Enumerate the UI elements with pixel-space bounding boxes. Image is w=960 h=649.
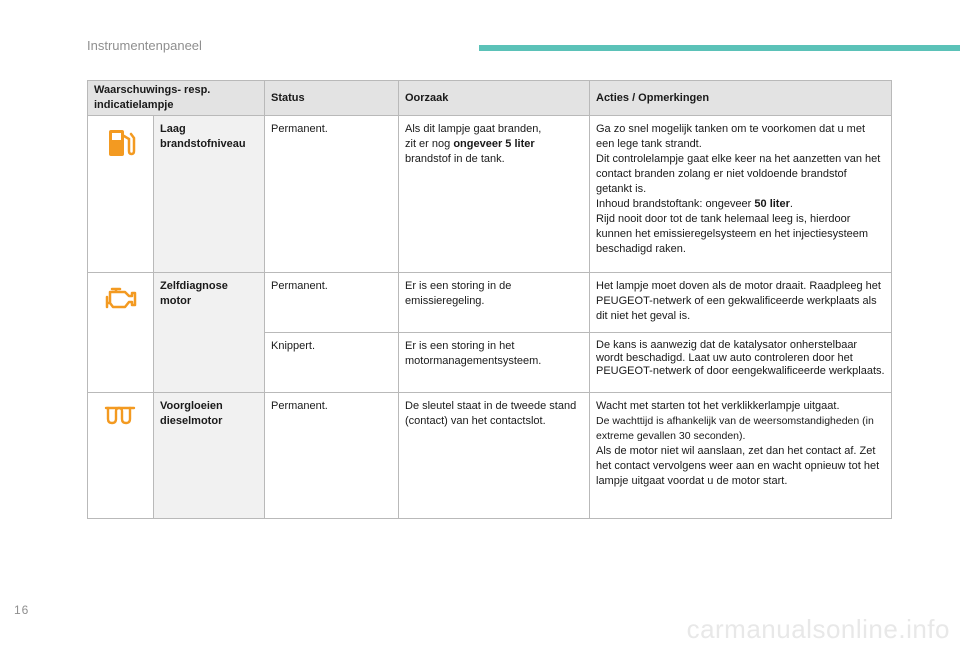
action-line: Wacht met starten tot het verklikkerlampje uitgaat. (596, 400, 840, 412)
status-cell: Permanent. (265, 393, 399, 519)
action-line: Rijd nooit door tot de tank helemaal leeg is, hierdoor kunnen het emissieregelsysteem en het injectiesysteem beschadigd raken. (596, 213, 869, 255)
cause-cell: Er is een storing in het motormanagementsysteem. (399, 333, 590, 393)
table-row (88, 273, 892, 333)
status-cell: Knippert. (265, 333, 399, 393)
actions-cell (590, 393, 892, 519)
table-header-row (88, 81, 892, 116)
lamp-name: Voorgloeien dieselmotor (154, 393, 265, 519)
fuel-pump-icon (104, 151, 138, 163)
action-line: Als de motor niet wil aanslaan, zet dan het contact af. Zet het contact vervolgens weer aan en wacht opnieuw tot het lampje uitgaat voordat u de motor start. (596, 445, 880, 487)
action-line: Inhoud brandstoftank: ongeveer (596, 198, 755, 210)
lamp-name: Zelfdiagnose motor (154, 273, 265, 393)
cause-emphasis: ongeveer 5 liter (453, 138, 535, 150)
page-number: 16 (14, 603, 30, 617)
table-row (88, 393, 892, 519)
icon-cell (88, 393, 154, 519)
header-accent-bar (479, 45, 960, 51)
action-line: . (789, 198, 793, 210)
cause-line: zit er nog (405, 138, 454, 150)
cause-cell (399, 116, 590, 273)
column-header-actions: Acties / Opmerkingen (590, 81, 892, 116)
glow-plug-icon (103, 418, 139, 430)
status-cell: Permanent. (265, 273, 399, 333)
actions-cell: De kans is aanwezig dat de katalysator onherstelbaar wordt beschadigd. Laat uw auto controleren door het PEUGEOT-netwerk of door eengekwalificeerde werkplaats. (590, 333, 892, 393)
status-cell: Permanent. (265, 116, 399, 273)
icon-cell (88, 116, 154, 273)
icon-cell (88, 273, 154, 393)
lamp-name: Laag brandstofniveau (154, 116, 265, 273)
warning-lights-table (87, 80, 892, 519)
cause-cell: De sleutel staat in de tweede stand (contact) van het contactslot. (399, 393, 590, 519)
watermark: carmanualsonline.info (686, 614, 950, 644)
column-header-status: Status (265, 81, 399, 116)
actions-cell (590, 116, 892, 273)
column-header-cause: Oorzaak (399, 81, 590, 116)
column-header-lamp: Waarschuwings- resp. indicatielampje (88, 81, 265, 116)
action-line: Ga zo snel mogelijk tanken om te voorkomen dat u met een lege tank strandt. (596, 123, 866, 150)
actions-cell: Het lampje moet doven als de motor draait. Raadpleeg het PEUGEOT-netwerk of een gekwalificeerde werkplaats als dit niet het geval is. (590, 273, 892, 333)
cause-cell: Er is een storing in de emissieregeling. (399, 273, 590, 333)
action-line: De wachttijd is afhankelijk van de weersomstandigheden (in extreme gevallen 30 seconden). (596, 415, 874, 442)
cause-line: Als dit lampje gaat branden, (405, 123, 542, 135)
section-title: Instrumentenpaneel (87, 38, 202, 53)
action-line: Dit controlelampje gaat elke keer na het aanzetten van het contact branden zolang er niet voldoende brandstof getankt is. (596, 153, 881, 195)
engine-icon (103, 304, 139, 316)
action-emphasis: 50 liter (754, 198, 790, 210)
cause-line: brandstof in de tank. (405, 153, 505, 165)
table-row (88, 116, 892, 273)
